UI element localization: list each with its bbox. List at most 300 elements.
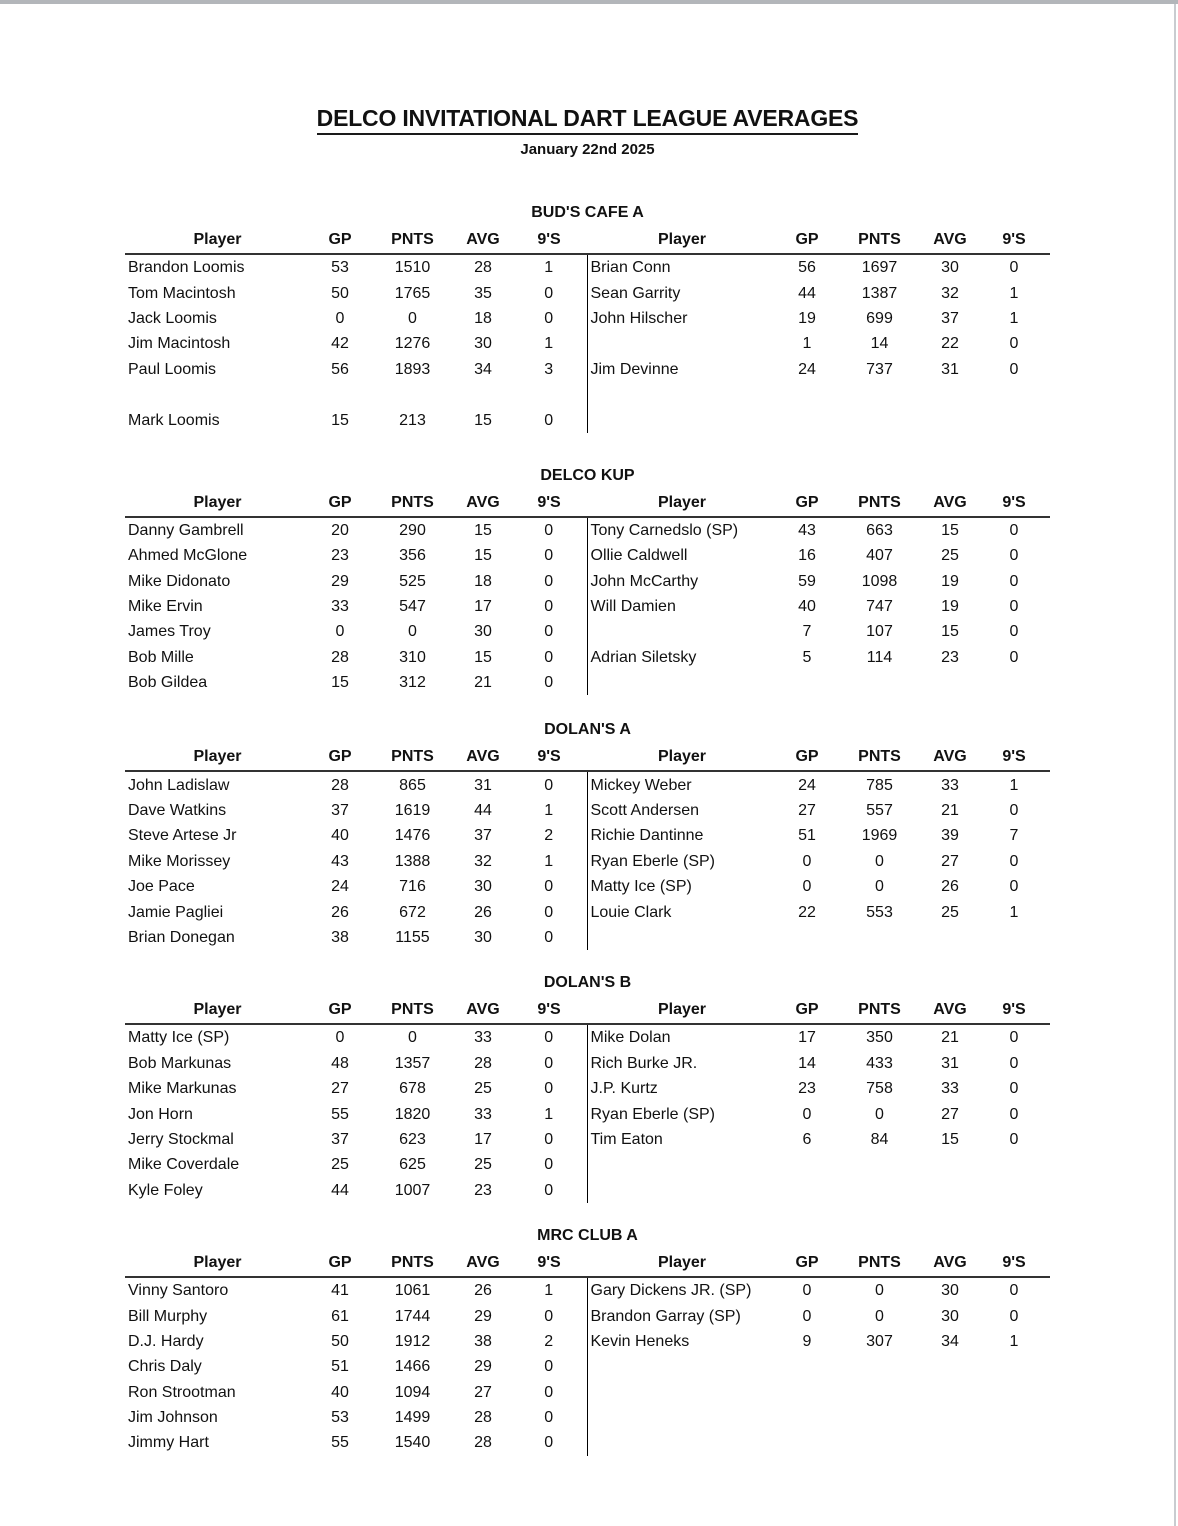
col-header-player: Player [587,489,777,517]
table-row [125,1101,1050,1126]
player-name-cell [587,407,777,432]
stat-cell: 0 [875,1307,884,1325]
stat-cell: 38 [474,1332,492,1350]
stat-cell: 31 [474,776,492,794]
stat-cell: 34 [941,1332,959,1350]
stat-cell: 1969 [861,827,898,845]
stat-cell: 26 [941,878,959,896]
stat-cell: 0 [544,1434,554,1452]
player-name-cell [587,382,777,407]
stat-cell: 1357 [394,1054,431,1072]
stat-cell: 22 [798,903,816,921]
stat-cell: 0 [1009,1054,1019,1072]
stat-cell: 56 [331,360,349,378]
stat-cell [837,382,922,407]
table-row [125,1076,1050,1101]
stat-cell [837,670,922,695]
stat-cell: 1476 [394,827,431,845]
stat-cell: 17 [474,1130,492,1148]
stat-cell: 27 [941,852,959,870]
player-name-cell: Matty Ice (SP) [587,874,777,899]
stat-cell: 716 [399,878,426,896]
stat-cell [978,407,1050,432]
stat-cell: 0 [1009,335,1019,353]
stat-cell: 0 [544,1029,554,1047]
player-name-cell: J.P. Kurtz [587,1076,777,1101]
stat-cell: 33 [474,1029,492,1047]
player-name-cell: Bob Mille [128,648,194,666]
stat-cell: 433 [866,1054,893,1072]
stat-cell: 1 [1009,903,1019,921]
stat-cell: 27 [941,1105,959,1123]
stat-cell: 33 [331,598,349,616]
col-header-avg: AVG [455,743,511,771]
stat-cell: 26 [474,903,492,921]
stat-cell: 0 [544,929,554,946]
table-row [125,1024,1050,1050]
stat-cell [837,1380,922,1405]
stat-cell: 0 [1009,648,1019,666]
table-row [125,382,1050,407]
stat-cell: 30 [941,1307,959,1325]
stat-cell: 51 [331,1358,349,1376]
stat-cell: 0 [544,674,554,692]
stat-cell: 1619 [394,802,431,820]
stat-cell: 43 [798,521,816,539]
stat-cell [922,925,978,950]
col-header-nines: 9'S [978,1249,1050,1277]
table-row [125,1051,1050,1076]
player-name-cell: Dave Watkins [128,802,227,820]
averages-table [125,743,1050,950]
stat-cell: 18 [474,572,492,590]
stat-cell [837,1405,922,1430]
stat-cell: 307 [866,1332,893,1350]
team-section-mrc-club-a [125,1223,1050,1456]
stat-cell [922,1354,978,1379]
col-header-pnts: PNTS [370,1249,455,1277]
player-name-cell: Gary Dickens JR. (SP) [587,1277,777,1303]
stat-cell: 0 [1009,802,1019,820]
player-name-cell: Kevin Heneks [587,1329,777,1354]
player-name-cell: Adrian Siletsky [587,645,777,670]
col-header-nines: 9'S [511,489,587,517]
table-row [125,543,1050,568]
player-name-cell: Mike Ervin [128,598,203,616]
stat-cell: 21 [941,802,959,820]
stat-cell: 1510 [394,259,431,277]
stat-cell: 0 [802,878,812,896]
stat-cell [922,382,978,407]
stat-cell: 2 [544,1332,554,1350]
stat-cell: 785 [866,776,893,794]
stat-cell: 41 [331,1282,349,1300]
stat-cell: 553 [866,903,893,921]
stat-cell: 1912 [394,1332,431,1350]
stat-cell: 29 [331,572,349,590]
team-section-dolans-b [125,970,1050,1203]
stat-cell: 15 [331,411,349,429]
stat-cell [978,1152,1050,1177]
stat-cell: 0 [1009,623,1019,641]
stat-cell: 625 [399,1156,426,1174]
stat-cell [978,670,1050,695]
player-name-cell [587,1430,777,1455]
stat-cell [777,1380,837,1405]
table-row [125,670,1050,695]
col-header-gp: GP [777,226,837,254]
stat-cell: 15 [941,1130,959,1148]
stat-cell [777,1178,837,1203]
stat-cell: 0 [875,878,884,896]
stat-cell: 55 [331,1434,349,1452]
stat-cell [837,925,922,950]
col-header-gp: GP [777,489,837,517]
stat-cell: 38 [331,929,349,946]
stat-cell [978,925,1050,950]
stat-cell: 0 [544,284,554,302]
stat-cell: 28 [474,1054,492,1072]
stat-cell: 1 [1009,309,1019,327]
stat-cell [922,1380,978,1405]
stat-cell: 699 [866,309,893,327]
stat-cell: 737 [866,360,893,378]
stat-cell [978,382,1050,407]
stat-cell: 43 [331,852,349,870]
player-name-cell: Scott Andersen [587,798,777,823]
stat-cell: 7 [802,623,812,641]
stat-cell: 1697 [861,259,898,277]
stat-cell: 312 [399,674,426,692]
player-name-cell: Bob Markunas [128,1054,232,1072]
stat-cell: 50 [331,1332,349,1350]
stat-cell: 30 [474,878,492,896]
team-name: BUD'S CAFE A [531,204,644,221]
stat-cell [777,1354,837,1379]
stat-cell: 15 [941,521,959,539]
stat-cell: 24 [798,360,816,378]
stat-cell: 356 [399,547,426,565]
col-header-gp: GP [777,996,837,1024]
stat-cell: 1 [802,335,812,353]
player-name-cell: Matty Ice (SP) [128,1029,230,1047]
table-row [125,645,1050,670]
stat-cell [777,1405,837,1430]
stat-cell: 1388 [394,852,431,870]
stat-cell: 213 [399,411,426,429]
table-row [125,569,1050,594]
stat-cell: 28 [474,1434,492,1452]
stat-cell: 25 [331,1156,349,1174]
stat-cell: 0 [802,1105,812,1123]
stat-cell [978,1178,1050,1203]
stat-cell: 55 [331,1105,349,1123]
player-name-cell: Mike Markunas [128,1080,237,1098]
stat-cell: 25 [941,903,959,921]
player-name-cell: Will Damien [587,594,777,619]
stat-cell: 0 [802,852,812,870]
team-section-buds-cafe-a [125,200,1050,433]
stat-cell [922,407,978,432]
stat-cell: 0 [544,1181,554,1199]
stat-cell: 0 [1009,598,1019,616]
stat-cell: 1094 [394,1383,431,1401]
stat-cell: 18 [474,309,492,327]
averages-table [125,996,1050,1203]
stat-cell: 0 [544,572,554,590]
stat-cell: 14 [870,335,889,353]
stat-cell: 33 [474,1105,492,1123]
stat-cell: 0 [408,309,417,327]
stat-cell: 0 [544,648,554,666]
player-name-cell: Vinny Santoro [128,1282,229,1300]
player-name-cell: Jamie Pagliei [128,903,224,921]
stat-cell: 40 [798,598,816,616]
stat-cell [777,925,837,950]
stat-cell: 663 [866,521,893,539]
player-name-cell [125,382,310,407]
stat-cell: 623 [399,1130,426,1148]
table-row [125,594,1050,619]
table-row [125,1354,1050,1379]
stat-cell: 53 [331,259,349,277]
stat-cell: 19 [798,309,816,327]
stat-cell: 40 [331,827,349,845]
col-header-nines: 9'S [511,1249,587,1277]
stat-cell: 29 [474,1307,492,1325]
stat-cell: 678 [399,1080,426,1098]
table-row [125,771,1050,797]
player-name-cell: Tony Carnedslo (SP) [587,517,777,543]
stat-cell: 28 [474,1409,492,1427]
stat-cell: 32 [474,852,492,870]
stat-cell: 15 [474,648,492,666]
col-header-gp: GP [777,743,837,771]
player-name-cell: Brian Conn [587,254,777,280]
stat-cell: 27 [331,1080,349,1098]
stat-cell: 17 [474,598,492,616]
stat-cell: 1 [1009,1332,1019,1350]
table-row [125,331,1050,356]
player-name-cell [587,1152,777,1177]
stat-cell [922,1405,978,1430]
stat-cell: 5 [802,648,812,666]
player-name-cell: Jerry Stockmal [128,1130,234,1148]
col-header-player: Player [587,996,777,1024]
col-header-pnts: PNTS [837,996,922,1024]
player-name-cell: Jon Horn [128,1105,193,1123]
table-row [125,1380,1050,1405]
stat-cell: 31 [941,1054,959,1072]
player-name-cell: Chris Daly [128,1358,202,1376]
player-name-cell: Jack Loomis [128,309,217,327]
stat-cell: 30 [474,623,492,641]
stat-cell [511,382,587,407]
stat-cell: 27 [474,1383,492,1401]
stat-cell: 0 [335,1029,345,1047]
col-header-gp: GP [777,1249,837,1277]
col-header-avg: AVG [455,996,511,1024]
player-name-cell: Jim Devinne [587,357,777,382]
stat-cell: 25 [941,547,959,565]
stat-cell: 53 [331,1409,349,1427]
stat-cell: 1 [544,335,554,353]
stat-cell: 25 [474,1080,492,1098]
stat-cell: 0 [544,547,554,565]
player-name-cell: Rich Burke JR. [587,1051,777,1076]
stat-cell: 547 [399,598,426,616]
table-row [125,1329,1050,1354]
stat-cell: 40 [331,1383,349,1401]
stat-cell: 16 [798,547,816,565]
stat-cell: 0 [1009,360,1019,378]
stat-cell: 2 [544,827,554,845]
stat-cell: 61 [331,1307,349,1325]
col-header-avg: AVG [455,226,511,254]
stat-cell: 107 [866,623,893,641]
stat-cell: 37 [331,802,349,820]
player-name-cell: Mike Dolan [587,1024,777,1050]
table-row [125,1178,1050,1203]
stat-cell: 6 [802,1130,812,1148]
player-name-cell: Ollie Caldwell [587,543,777,568]
player-name-cell: Mark Loomis [128,411,220,429]
player-name-cell: Louie Clark [587,899,777,924]
table-row [125,925,1050,950]
stat-cell: 1893 [394,360,431,378]
col-header-gp: GP [310,996,370,1024]
stat-cell [837,1152,922,1177]
col-header-avg: AVG [922,489,978,517]
stat-cell: 28 [331,776,349,794]
stat-cell: 0 [544,1156,554,1174]
stat-cell: 1744 [394,1307,431,1325]
stat-cell: 1387 [861,284,898,302]
stat-cell: 17 [798,1029,816,1047]
col-header-player: Player [125,743,310,771]
col-header-pnts: PNTS [370,489,455,517]
stat-cell: 27 [798,802,816,820]
col-header-nines: 9'S [511,743,587,771]
col-header-player: Player [125,996,310,1024]
header-row [125,743,1050,771]
stat-cell: 310 [399,648,426,666]
col-header-pnts: PNTS [837,743,922,771]
col-header-pnts: PNTS [837,226,922,254]
col-header-player: Player [125,226,310,254]
table-row [125,798,1050,823]
stat-cell: 0 [1009,1105,1019,1123]
stat-cell: 0 [875,1282,884,1300]
col-header-avg: AVG [455,489,511,517]
stat-cell: 1 [1009,776,1019,794]
team-name: DELCO KUP [540,466,635,484]
stat-cell: 33 [941,1080,959,1098]
player-name-cell: Ron Strootman [128,1383,236,1401]
stat-cell: 1155 [395,929,430,946]
stat-cell: 37 [941,309,959,327]
player-name-cell: Brandon Loomis [128,259,245,277]
player-name-cell [587,1354,777,1379]
stat-cell: 0 [1009,572,1019,590]
stat-cell: 1540 [394,1434,431,1452]
col-header-gp: GP [310,743,370,771]
stat-cell: 23 [474,1181,492,1199]
stat-cell: 9 [802,1332,812,1350]
stat-cell: 22 [941,335,959,353]
stat-cell [978,1380,1050,1405]
col-header-player: Player [587,226,777,254]
stat-cell: 0 [802,1307,812,1325]
player-name-cell: Brian Donegan [128,929,235,946]
player-name-cell: Jim Macintosh [128,335,231,353]
stat-cell: 1 [544,1282,554,1300]
page-title: DELCO INVITATIONAL DART LEAGUE AVERAGES [317,104,859,135]
stat-cell: 0 [544,598,554,616]
table-row [125,1127,1050,1152]
stat-cell: 15 [331,674,349,692]
stat-cell: 525 [399,572,426,590]
col-header-nines: 9'S [978,996,1050,1024]
stat-cell: 37 [474,827,492,845]
col-header-pnts: PNTS [837,489,922,517]
averages-table [125,226,1050,433]
averages-table [125,489,1050,696]
player-name-cell [587,670,777,695]
player-name-cell: Steve Artese Jr [128,827,237,845]
team-section-delco-kup [125,463,1050,696]
page-right-edge [1174,4,1176,1526]
col-header-player: Player [587,743,777,771]
stat-cell: 39 [941,827,959,845]
stat-cell: 0 [544,878,554,896]
stat-cell: 0 [544,1358,554,1376]
stat-cell: 25 [474,1156,492,1174]
stat-cell: 37 [331,1130,349,1148]
col-header-player: Player [587,1249,777,1277]
stat-cell: 28 [331,648,349,666]
player-name-cell: Mike Coverdale [128,1156,240,1174]
stat-cell: 747 [866,598,893,616]
stat-cell: 0 [1009,878,1019,896]
stat-cell [922,670,978,695]
stat-cell: 0 [544,1307,554,1325]
stat-cell: 865 [399,776,426,794]
col-header-player: Player [125,489,310,517]
stat-cell: 30 [474,929,492,946]
col-header-gp: GP [310,489,370,517]
stat-cell: 1 [1009,284,1019,302]
stat-cell: 15 [941,623,959,641]
stat-cell: 7 [1009,827,1019,845]
table-row [125,899,1050,924]
stat-cell: 0 [1009,852,1019,870]
stat-cell: 29 [474,1358,492,1376]
player-name-cell: Ahmed McGlone [128,547,248,565]
stat-cell: 23 [331,547,349,565]
stat-cell: 19 [941,572,959,590]
stat-cell: 26 [474,1282,492,1300]
col-header-nines: 9'S [978,226,1050,254]
stat-cell: 0 [408,623,417,641]
stat-cell [837,1354,922,1379]
stat-cell: 19 [941,598,959,616]
col-header-avg: AVG [922,996,978,1024]
stat-cell: 50 [331,284,349,302]
stat-cell: 0 [1009,1307,1019,1325]
col-header-nines: 9'S [511,996,587,1024]
stat-cell: 1466 [394,1358,431,1376]
